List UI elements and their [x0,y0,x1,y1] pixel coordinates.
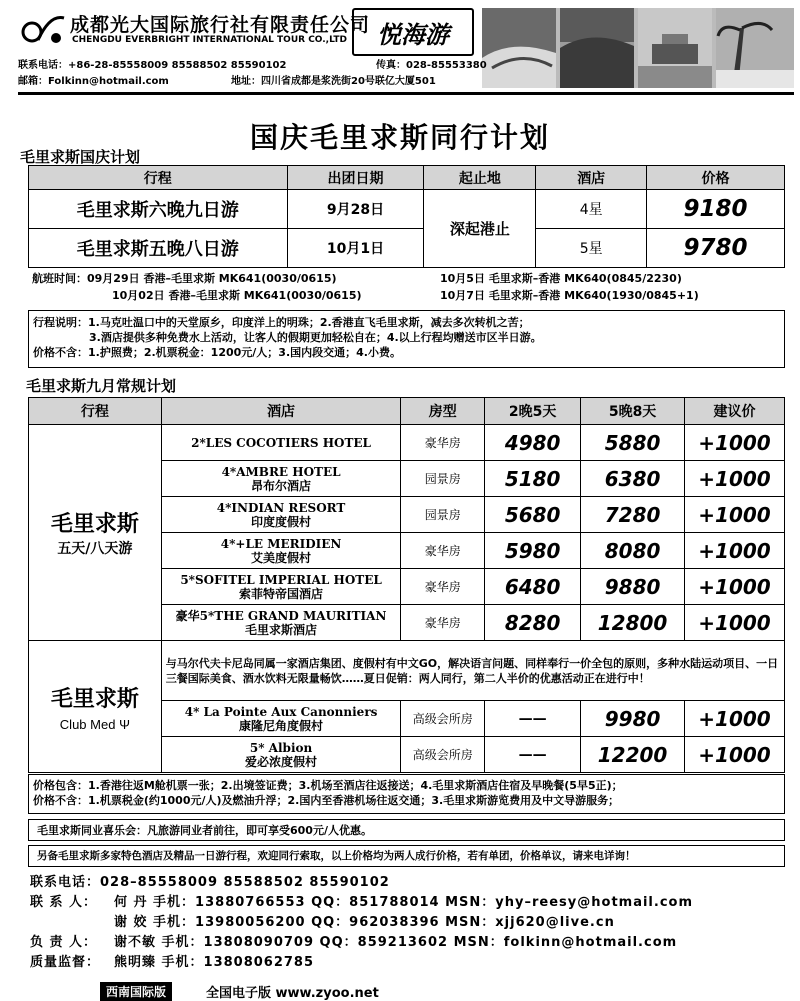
contact-row [30,951,314,970]
national-day-section-title: 毛里求斯国庆计划 [20,148,141,166]
hotel-en: 4*INDIAN RESORT [216,500,346,515]
contact-label: 联系电话： [30,875,101,890]
header-fax: 传真：028-85553380 [376,60,487,71]
header-divider [18,92,794,95]
col-suggested: 建议价 [685,398,785,425]
price-5n8d: 12200 [581,737,685,773]
room-type: 园景房 [401,497,485,533]
hotel-en: 4*+LE MERIDIEN [220,536,342,551]
table-row [29,425,785,461]
hotel-name [161,497,401,533]
table-row [29,190,785,229]
hotel-star: 5星 [536,229,647,268]
hotel-cn: 毛里求斯酒店 [245,622,318,637]
edition-badge: 西南国际版 [100,982,172,1001]
table-row [29,229,785,268]
hotel-en: 5* Albion [249,740,313,755]
col-2n5d: 2晚5天 [485,398,581,425]
hotel-name [161,425,401,461]
hotel-cn: 索菲特帝国酒店 [239,586,324,601]
price-excludes: 价格不含：1.机票税金(约1000元/人)及燃油升浮；2.国内至香港机场往返交通；3.毛里求斯游览费用及中文导游服务； [33,794,620,807]
hotel-en: 4* La Pointe Aux Canonniers [184,704,378,719]
itinerary-notes [28,310,785,368]
room-type: 豪华房 [401,425,485,461]
col-price: 价格 [647,166,785,190]
route-cell [29,425,162,641]
note-line: 价格不含：1.护照费；2.机票税金：1200元/人；3.国内段交通；4.小费。 [33,346,401,359]
contact-text: 熊明臻 手机：13808062785 [114,955,315,970]
hotel-star: 4星 [536,190,647,229]
price-5n8d: 6380 [581,461,685,497]
suggested-add: +1000 [685,605,785,641]
hotel-name [161,461,401,497]
hotel-cn: 艾美度假村 [251,550,312,565]
col-5n8d: 5晚8天 [581,398,685,425]
note-line: 行程说明：1.马克吐温口中的天堂原乡，印度洋上的明珠；2.香港直飞毛里求斯，减去多次转机之苦； [33,316,530,329]
september-table [28,397,785,773]
suggested-add: +1000 [685,461,785,497]
contact-row [30,931,677,950]
contact-phones: 028–85558009 85588502 85590102 [100,875,390,890]
hotel-cn: 昂布尔酒店 [251,478,312,493]
room-type: 高级会所房 [401,737,485,773]
price-2n5d: 5180 [485,461,581,497]
price-2n5d: 5680 [485,497,581,533]
col-route: 行程 [29,398,162,425]
room-type: 豪华房 [401,569,485,605]
price-includes: 价格包含：1.香港往返M舱机票一张；2.出境签证费；3.机场至酒店往返接送；4.毛里求斯酒店住宿及早晚餐(5早5正)； [33,779,623,792]
trident-icon: Ψ [119,716,130,732]
note-line: 3.酒店提供多种免费水上活动，让客人的假期更加轻松自在；4.以上行程均赠送市区半日游。 [89,331,542,344]
contact-label: 质量监督： [30,955,101,970]
suggested-add: +1000 [685,569,785,605]
price-2n5d: —— [485,737,581,773]
suggested-add: +1000 [685,737,785,773]
col-route: 行程 [29,166,288,190]
suggested-add: +1000 [685,425,785,461]
col-date: 出团日期 [287,166,424,190]
contact-text: 谢不敏 手机：13808090709 QQ：859213602 MSN：folkinn@hotmail.com [114,935,678,950]
hotel-name [161,569,401,605]
price-2n5d: 5980 [485,533,581,569]
hotel-name [161,737,401,773]
room-type: 园景房 [401,461,485,497]
contact-row [30,891,693,910]
route-name: 毛里求斯六晚九日游 [29,190,288,229]
header-email: 邮箱：Folkinn@hotmail.com [18,76,169,87]
price-terms [28,774,785,814]
price-5n8d: 9980 [581,701,685,737]
header-address: 地址：四川省成都是浆洗街20号联亿大厦501 [231,76,436,87]
depart-date: 10月1日 [287,229,424,268]
room-type: 豪华房 [401,605,485,641]
suggested-add: +1000 [685,533,785,569]
suggested-add: +1000 [685,497,785,533]
clubmed-logo-text: Club Med [59,716,116,732]
clubmed-route-cell [29,641,162,773]
col-hotel: 酒店 [536,166,647,190]
price-5n8d: 7280 [581,497,685,533]
price-5n8d: 9880 [581,569,685,605]
flight-line: 航班时间：09月29日 香港–毛里求斯 MK641(0030/0615) [32,272,337,285]
price-5n8d: 12800 [581,605,685,641]
scenery-photos [482,8,794,88]
contact-text: 谢 姣 手机：13980056200 QQ：962038396 MSN：xjj620@live.cn [114,915,615,930]
company-logo [18,10,66,50]
contact-label: 联 系 人： [30,895,98,910]
price-2n5d: —— [485,701,581,737]
contact-row [30,911,615,930]
hotel-cn: 康隆尼角度假村 [239,718,324,733]
suggested-add: +1000 [685,701,785,737]
route-name: 毛里求斯 [50,512,139,537]
route-name: 毛里求斯五晚八日游 [29,229,288,268]
flight-line: 10月5日 毛里求斯–香港 MK640(0845/2230) [440,272,682,285]
flight-line: 10月7日 毛里求斯–香港 MK640(1930/0845+1) [440,289,699,302]
price-2n5d: 4980 [485,425,581,461]
clubmed-logo [29,717,161,732]
clubmed-intro: 与马尔代夫卡尼岛同属一家酒店集团、度假村有中文GO，解决语言问题、同样奉行一价全包的原则，多种水陆运动项目、一日三餐国际美食、酒水饮料无限量畅饮……夏日促销：两人同行，第二人半价的优惠活动正在进行中！ [161,641,784,701]
col-room: 房型 [401,398,485,425]
price-5n8d: 8080 [581,533,685,569]
hotel-en: 2*LES COCOTIERS HOTEL [191,435,371,450]
hotel-en: 5*SOFITEL IMPERIAL HOTEL [180,572,382,587]
room-type: 高级会所房 [401,701,485,737]
col-hotel: 酒店 [161,398,401,425]
header-phone: 联系电话：+86-28-85558009 85588502 85590102 [18,60,287,71]
edition-site: 全国电子版 www.zyoo.net [206,986,379,1001]
price-2n5d: 6480 [485,569,581,605]
depart-date: 9月28日 [287,190,424,229]
price: 9780 [647,229,785,268]
room-type: 豪华房 [401,533,485,569]
hotel-cn: 爱必浓度假村 [245,754,318,769]
extra-note: 另备毛里求斯多家特色酒店及精品一日游行程，欢迎同行索取，以上价格均为两人成行价格，若有单团，价格单议，请来电详询！ [28,845,785,867]
hotel-cn: 印度度假村 [251,514,312,529]
price-2n5d: 8280 [485,605,581,641]
national-day-table [28,165,785,268]
col-origin: 起止地 [424,166,536,190]
price: 9180 [647,190,785,229]
hotel-en: 4*AMBRE HOTEL [221,464,341,479]
origin: 深起港止 [424,190,536,268]
september-section-title: 毛里求斯九月常规计划 [26,377,177,395]
hotel-name [161,701,401,737]
clubmed-route-name: 毛里求斯 [50,686,139,712]
hotel-name [161,605,401,641]
main-title: 国庆毛里求斯同行计划 [249,121,550,154]
table-row [29,641,785,701]
promo-note: 毛里求斯同业喜乐会：凡旅游同业者前往，即可享受600元/人优惠。 [28,819,785,841]
hotel-en: 豪华5*THE GRAND MAURITIAN [175,608,387,623]
contact-label: 负 责 人： [30,935,98,950]
company-name-cn: 成都光大国际旅行社有限责任公司 [70,14,371,36]
route-sub: 五天/八天游 [57,541,133,557]
flight-info [28,269,785,307]
contact-phone-row [30,871,390,890]
hotel-name [161,533,401,569]
flight-line: 10月02日 香港–毛里求斯 MK641(0030/0615) [112,289,362,302]
contact-text: 何 丹 手机：13880766553 QQ：851788014 MSN：yhy–reesy@hotmail.com [114,895,694,910]
brand-logo: 悦海游 [352,8,474,56]
price-5n8d: 5880 [581,425,685,461]
company-name-en: CHENGDU EVERBRIGHT INTERNATIONAL TOUR CO.,LTD [72,35,347,45]
